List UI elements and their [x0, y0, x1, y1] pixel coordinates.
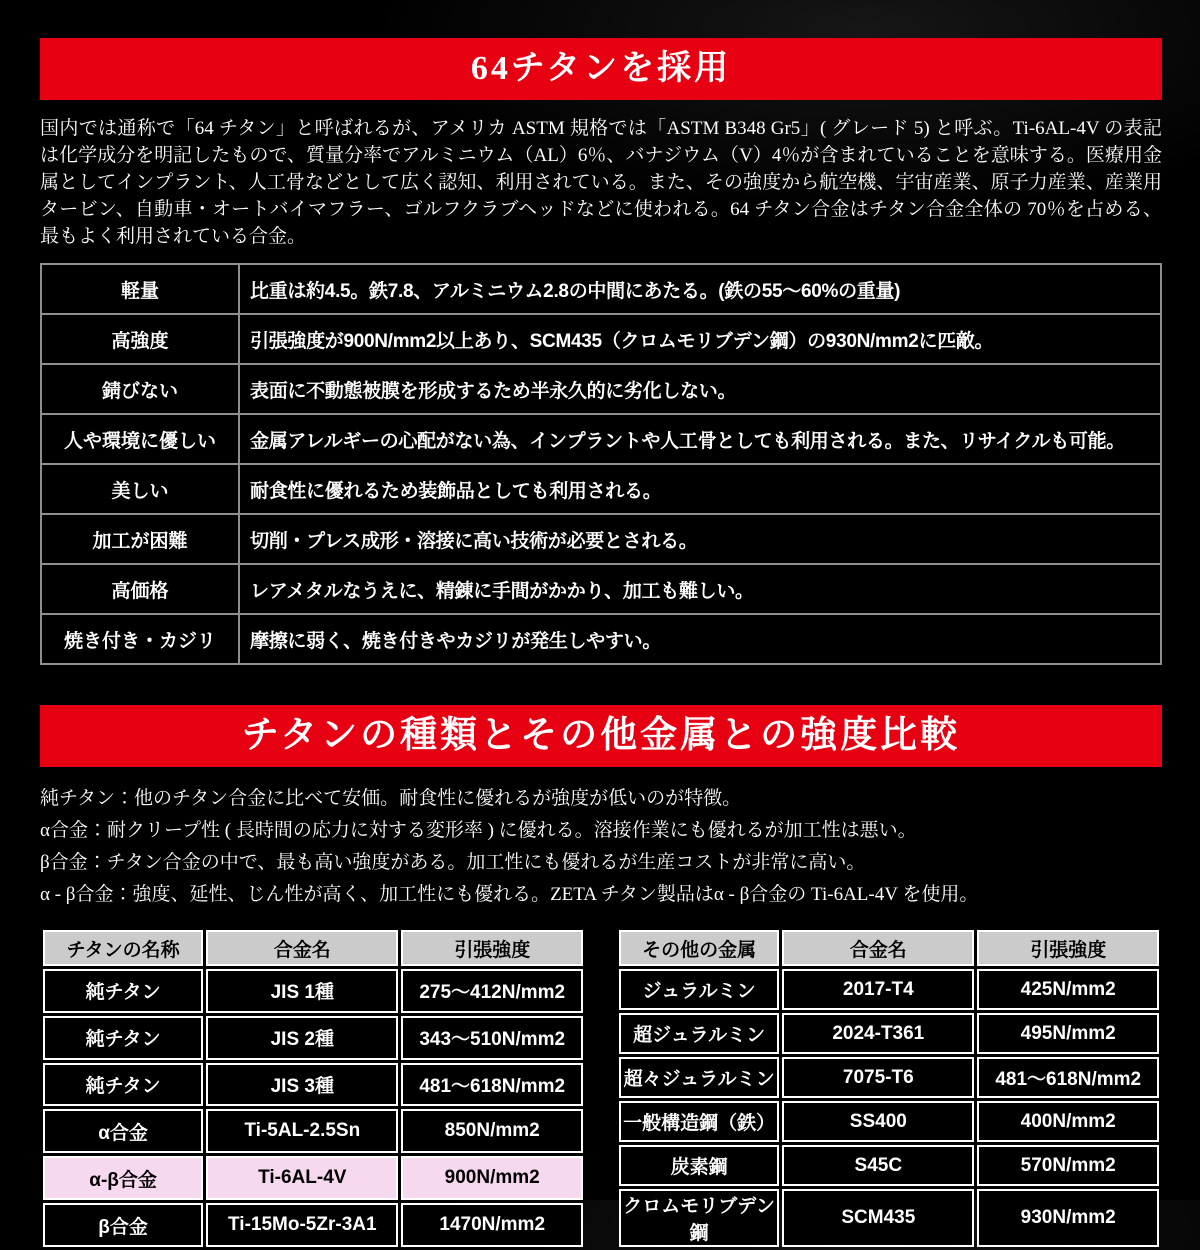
cell-alloy: SS400 [782, 1101, 974, 1142]
cell-alloy: Ti-5AL-2.5Sn [206, 1109, 398, 1153]
feature-desc: 比重は約4.5。鉄7.8、アルミニウム2.8の中間にあたる。(鉄の55～60%の重量) [239, 264, 1161, 314]
cell-alloy: JIS 1種 [206, 969, 398, 1013]
feature-label: 軽量 [41, 264, 239, 314]
table-row [43, 1063, 583, 1107]
cell-name: クロムモリブデン鋼 [619, 1189, 779, 1247]
other-metals-header-strength: 引張強度 [977, 930, 1159, 966]
table-row [43, 1203, 583, 1247]
cell-alloy: JIS 3種 [206, 1063, 398, 1107]
cell-alloy: S45C [782, 1145, 974, 1186]
cell-alloy: SCM435 [782, 1189, 974, 1247]
cell-name: 超ジュラルミン [619, 1013, 779, 1054]
cell-strength: 930N/mm2 [977, 1189, 1159, 1247]
titanium-header-row [43, 930, 583, 966]
cell-alloy: Ti-15Mo-5Zr-3A1 [206, 1203, 398, 1247]
titanium-header-alloy: 合金名 [206, 930, 398, 966]
note-alpha-alloy: α合金：耐クリープ性 ( 長時間の応力に対する変形率 ) に優れる。溶接作業にも優れるが加工性は悪い。 [40, 820, 917, 841]
table-row [619, 1013, 1159, 1054]
feature-row [41, 364, 1161, 414]
feature-desc: 引張強度が900N/mm2以上あり、SCM435（クロムモリブデン鋼）の930N/mm2に匹敵。 [239, 314, 1161, 364]
cell-alloy: Ti-6AL-4V [206, 1156, 398, 1200]
feature-label: 焼き付き・カジリ [41, 614, 239, 664]
feature-label: 加工が困難 [41, 514, 239, 564]
cell-strength: 481～618N/mm2 [401, 1063, 583, 1107]
other-metals-header-row [619, 930, 1159, 966]
note-alpha-beta-alloy: α - β合金：強度、延性、じん性が高く、加工性にも優れる。ZETA チタン製品はα - β合金の Ti-6AL-4V を使用。 [40, 884, 979, 905]
other-metals-header-alloy: 合金名 [782, 930, 974, 966]
titanium-header-strength: 引張強度 [401, 930, 583, 966]
cell-strength: 850N/mm2 [401, 1109, 583, 1153]
other-metals-header-name: その他の金属 [619, 930, 779, 966]
cell-name: α合金 [43, 1109, 203, 1153]
intro-paragraph: 国内では通称で「64 チタン」と呼ばれるが、アメリカ ASTM 規格では「ASTM B348 Gr5」( グレード 5) と呼ぶ。Ti-6AL-4V の表記は化学成分を明記したもので、質量分率でアルミニウム（AL）6％、バナジウム（V）4％が含まれていることを意味する。医療用金属としてインプラント、人工骨などとして広く認知、利用されている。また、その強度から航空機、宇宙産業、原子力産業、産業用タービン、自動車・オートバイマフラー、ゴルフクラブヘッドなどに使われる。64 チタン合金はチタン合金全体の 70％を占める、最もよく利用されている合金。 [40, 118, 1162, 247]
feature-label: 高強度 [41, 314, 239, 364]
section-title-comparison: チタンの種類とその他金属との強度比較 [40, 705, 1162, 767]
feature-row [41, 614, 1161, 664]
feature-table [40, 263, 1162, 665]
cell-strength: 1470N/mm2 [401, 1203, 583, 1247]
feature-desc: 摩擦に弱く、焼き付きやカジリが発生しやすい。 [239, 614, 1161, 664]
table-row [619, 1145, 1159, 1186]
feature-desc: 切削・プレス成形・溶接に高い技術が必要とされる。 [239, 514, 1161, 564]
table-row [619, 1101, 1159, 1142]
feature-row [41, 414, 1161, 464]
feature-row [41, 564, 1161, 614]
titanium-type-notes [40, 783, 1162, 911]
cell-name: 一般構造鋼（鉄） [619, 1101, 779, 1142]
cell-alloy: 7075-T6 [782, 1057, 974, 1098]
table-row [619, 1189, 1159, 1247]
cell-strength: 275～412N/mm2 [401, 969, 583, 1013]
feature-label: 美しい [41, 464, 239, 514]
feature-desc: 金属アレルギーの心配がない為、インプラントや人工骨としても利用される。また、リサイクルも可能。 [239, 414, 1161, 464]
cell-strength: 343～510N/mm2 [401, 1016, 583, 1060]
cell-alloy: 2024-T361 [782, 1013, 974, 1054]
cell-name: 純チタン [43, 1016, 203, 1060]
titanium-header-name: チタンの名称 [43, 930, 203, 966]
cell-name: 超々ジュラルミン [619, 1057, 779, 1098]
cell-strength: 481～618N/mm2 [977, 1057, 1159, 1098]
cell-name: ジュラルミン [619, 969, 779, 1010]
feature-label: 人や環境に優しい [41, 414, 239, 464]
table-row [619, 1057, 1159, 1098]
cell-name: 炭素鋼 [619, 1145, 779, 1186]
cell-strength: 900N/mm2 [401, 1156, 583, 1200]
cell-strength: 495N/mm2 [977, 1013, 1159, 1054]
comparison-tables [40, 927, 1162, 1250]
titanium-table [40, 927, 586, 1250]
cell-name: β合金 [43, 1203, 203, 1247]
cell-strength: 570N/mm2 [977, 1145, 1159, 1186]
feature-label: 高価格 [41, 564, 239, 614]
feature-row [41, 514, 1161, 564]
table-row [43, 969, 583, 1013]
cell-strength: 400N/mm2 [977, 1101, 1159, 1142]
table-row [43, 1109, 583, 1153]
feature-desc: 耐食性に優れるため装飾品としても利用される。 [239, 464, 1161, 514]
feature-row [41, 464, 1161, 514]
other-metals-table [616, 927, 1162, 1250]
feature-row [41, 264, 1161, 314]
table-row-highlighted-ti6al4v [43, 1156, 583, 1200]
cell-name: α-β合金 [43, 1156, 203, 1200]
feature-desc: レアメタルなうえに、精錬に手間がかかり、加工も難しい。 [239, 564, 1161, 614]
table-row [619, 969, 1159, 1010]
cell-name: 純チタン [43, 969, 203, 1013]
cell-alloy: JIS 2種 [206, 1016, 398, 1060]
feature-row [41, 314, 1161, 364]
cell-strength: 425N/mm2 [977, 969, 1159, 1010]
cell-alloy: 2017-T4 [782, 969, 974, 1010]
note-beta-alloy: β合金：チタン合金の中で、最も高い強度がある。加工性にも優れるが生産コストが非常に高い。 [40, 852, 866, 873]
note-pure-titanium: 純チタン：他のチタン合金に比べて安価。耐食性に優れるが強度が低いのが特徴。 [40, 788, 742, 809]
feature-desc: 表面に不動態被膜を形成するため半永久的に劣化しない。 [239, 364, 1161, 414]
cell-name: 純チタン [43, 1063, 203, 1107]
feature-label: 錆びない [41, 364, 239, 414]
table-row [43, 1016, 583, 1060]
section-title-adoption: 64チタンを採用 [40, 38, 1162, 100]
